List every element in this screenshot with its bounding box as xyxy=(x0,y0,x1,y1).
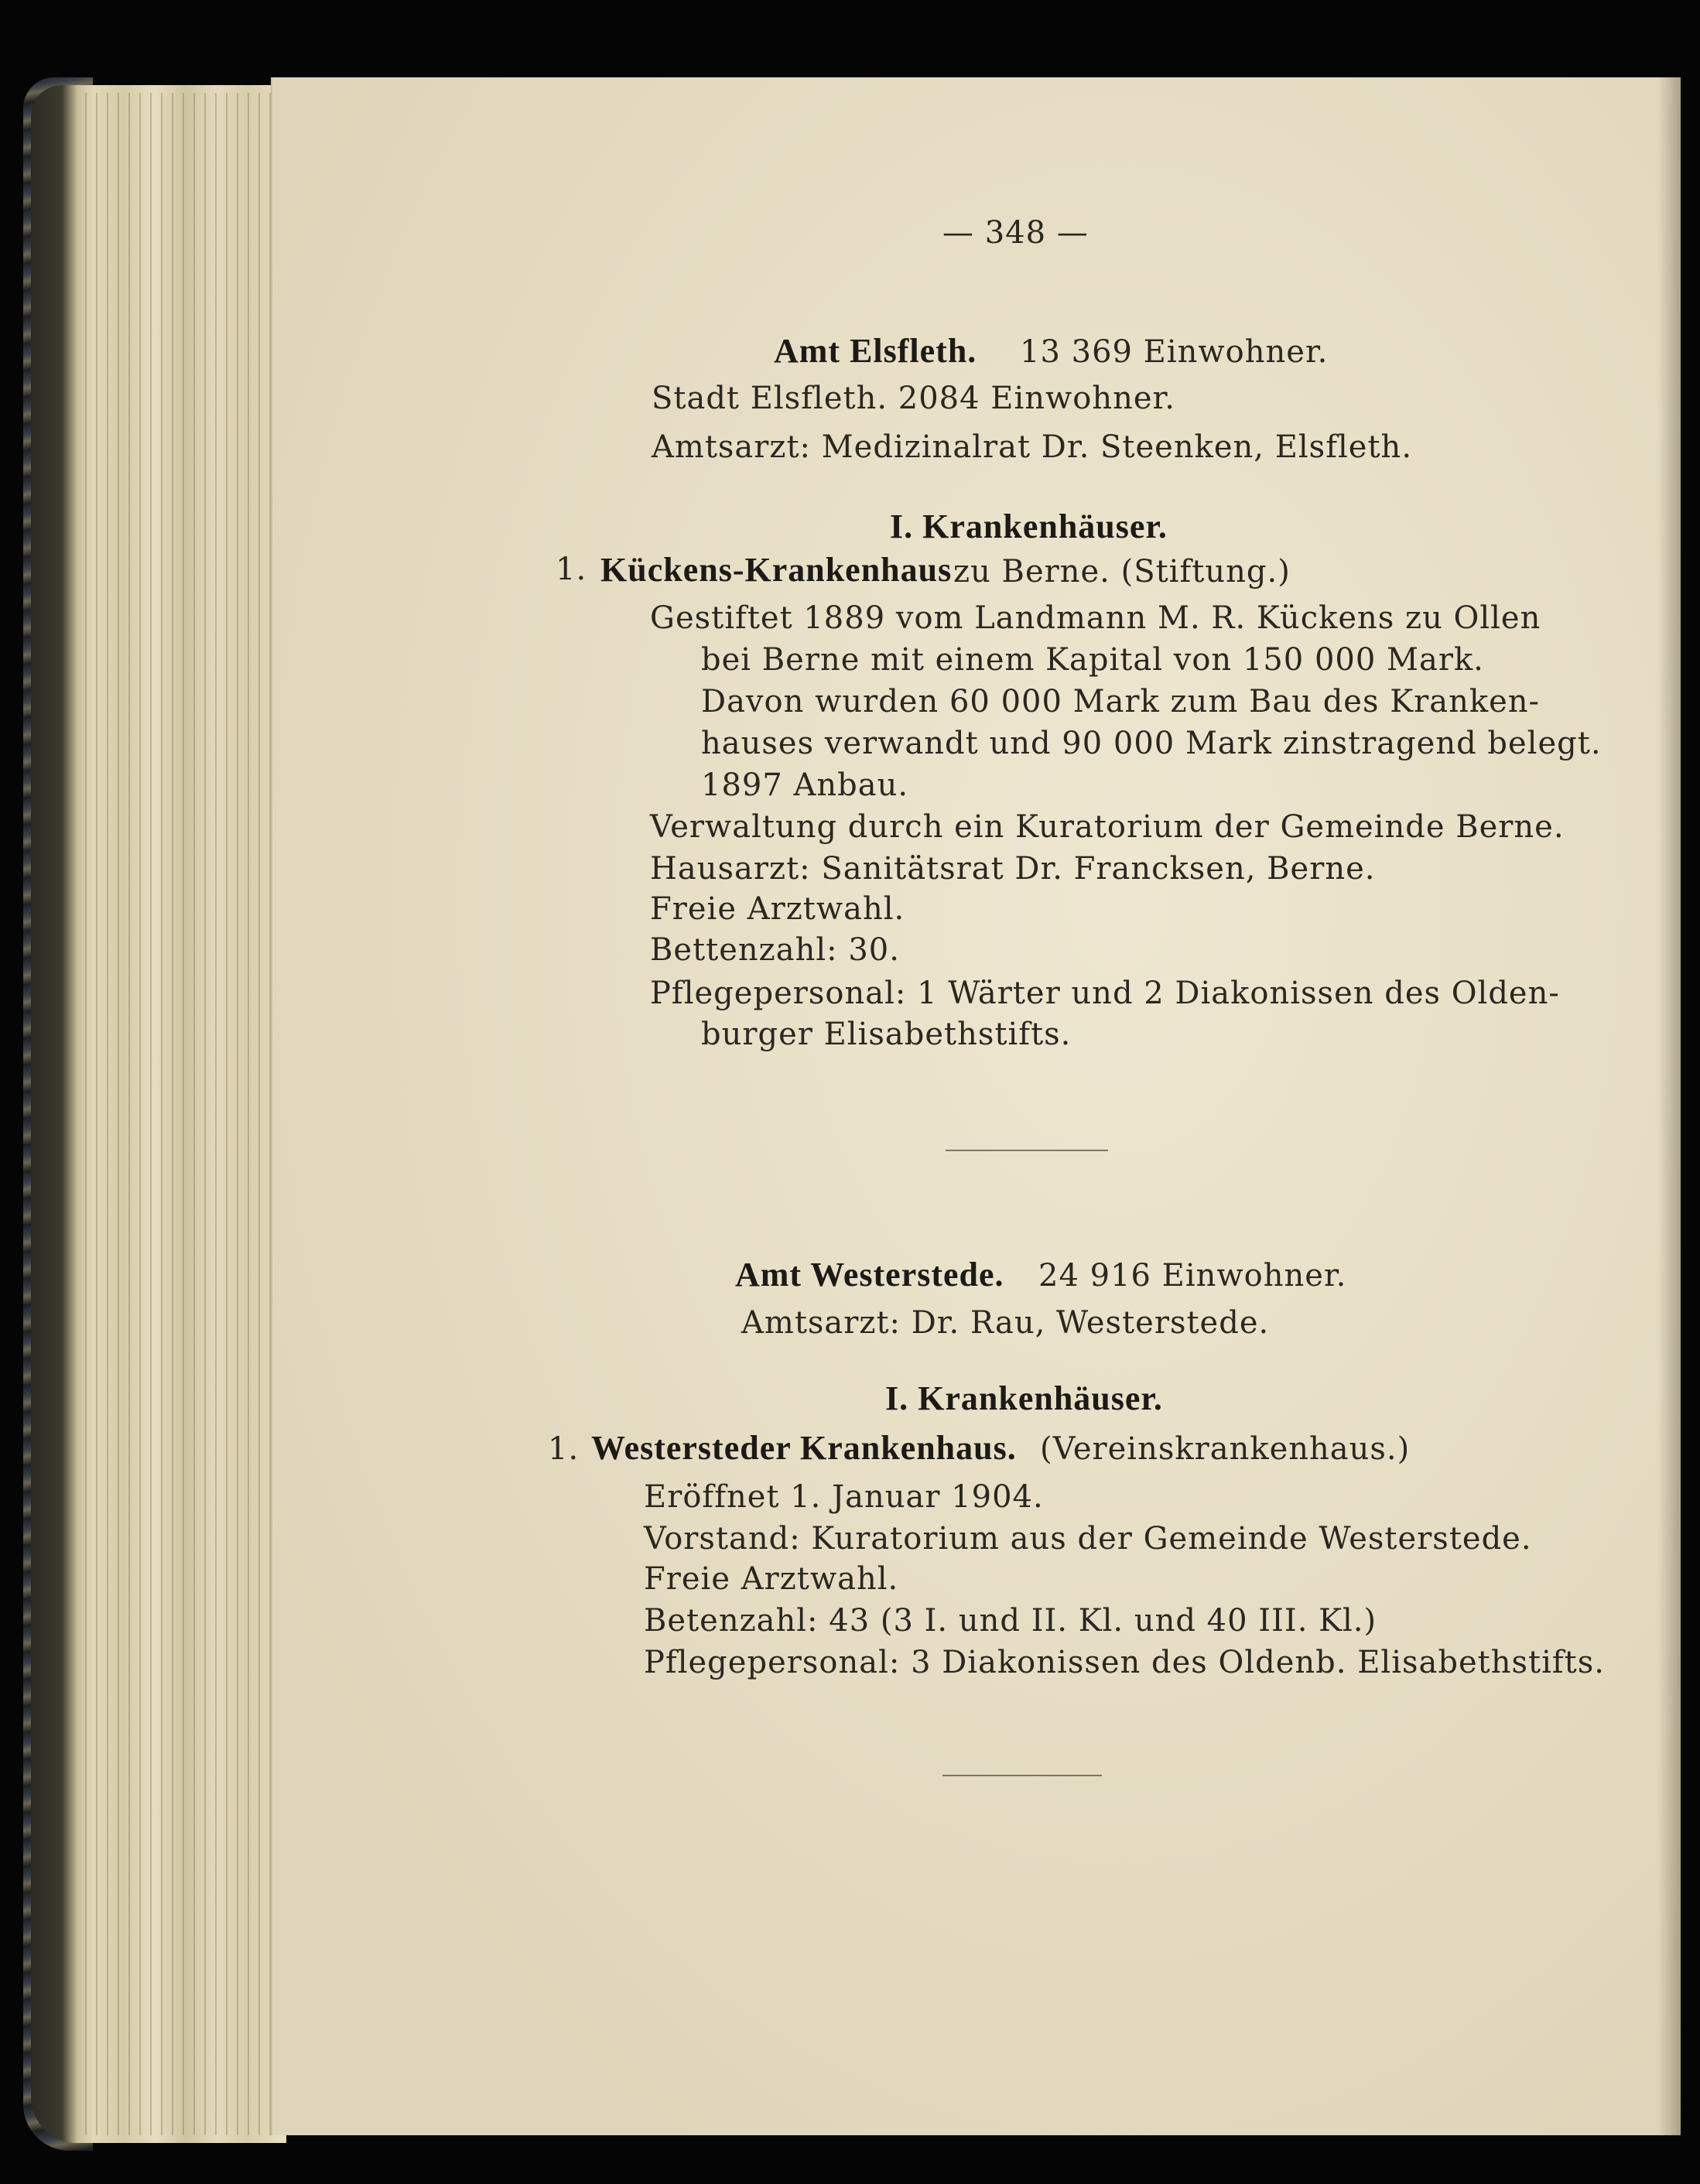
page-gutter-shadow xyxy=(1657,77,1681,2135)
westerstede-entry-rest: (Vereinskrankenhaus.) xyxy=(1040,1431,1411,1467)
section-divider xyxy=(942,1775,1102,1776)
elsfleth-line: 1897 Anbau. xyxy=(701,767,909,803)
section-divider xyxy=(946,1150,1108,1151)
elsfleth-amtsarzt: Amtsarzt: Medizinalrat Dr. Steenken, Elsfleth. xyxy=(652,429,1413,465)
elsfleth-entry-number: 1. xyxy=(556,552,587,587)
elsfleth-line: Freie Arztwahl. xyxy=(650,891,905,927)
westerstede-population: 24 916 Einwohner. xyxy=(1038,1258,1347,1294)
elsfleth-line: Hausarzt: Sanitätsrat Dr. Francksen, Berne. xyxy=(650,851,1376,887)
westerstede-amtsarzt: Amtsarzt: Dr. Rau, Westerstede. xyxy=(741,1305,1270,1341)
westerstede-line: Vorstand: Kuratorium aus der Gemeinde Westerstede. xyxy=(644,1521,1532,1557)
elsfleth-line: Davon wurden 60 000 Mark zum Bau des Kranken- xyxy=(701,684,1541,719)
elsfleth-entry-rest: zu Berne. (Stiftung.) xyxy=(953,554,1291,590)
elsfleth-line: Verwaltung durch ein Kuratorium der Gemeinde Berne. xyxy=(650,809,1565,845)
westerstede-entry-name: Westersteder Krankenhaus. xyxy=(591,1429,1017,1467)
elsfleth-population: 13 369 Einwohner. xyxy=(1020,334,1329,370)
westerstede-section-heading: I. Krankenhäuser. xyxy=(885,1379,1163,1417)
elsfleth-line: Gestiftet 1889 vom Landmann M. R. Kückens zu Ollen xyxy=(650,600,1541,636)
elsfleth-title: Amt Elsfleth. xyxy=(774,332,977,370)
westerstede-line: Freie Arztwahl. xyxy=(644,1561,899,1597)
elsfleth-section-heading: I. Krankenhäuser. xyxy=(890,508,1168,545)
elsfleth-line: burger Elisabethstifts. xyxy=(701,1017,1072,1052)
elsfleth-stadt: Stadt Elsfleth. 2084 Einwohner. xyxy=(652,381,1175,416)
westerstede-line: Betenzahl: 43 (3 I. und II. Kl. und 40 III. Kl.) xyxy=(644,1603,1377,1639)
westerstede-title: Amt Westerstede. xyxy=(735,1256,1004,1294)
elsfleth-entry-name: Kückens-Krankenhaus xyxy=(600,551,953,589)
elsfleth-line: Bettenzahl: 30. xyxy=(650,932,900,968)
page-stack-lines xyxy=(85,93,279,2135)
elsfleth-line: hauses verwandt und 90 000 Mark zinstragend belegt. xyxy=(701,726,1602,761)
westerstede-line: Pflegepersonal: 3 Diakonissen des Oldenb. Elisabethstifts. xyxy=(644,1645,1605,1680)
page-number: — 348 — xyxy=(942,215,1089,251)
elsfleth-line: Pflegepersonal: 1 Wärter und 2 Diakonissen des Olden- xyxy=(650,976,1560,1011)
westerstede-line: Eröffnet 1. Januar 1904. xyxy=(644,1479,1044,1515)
elsfleth-line: bei Berne mit einem Kapital von 150 000 Mark. xyxy=(701,642,1484,678)
westerstede-entry-number: 1. xyxy=(548,1431,580,1467)
